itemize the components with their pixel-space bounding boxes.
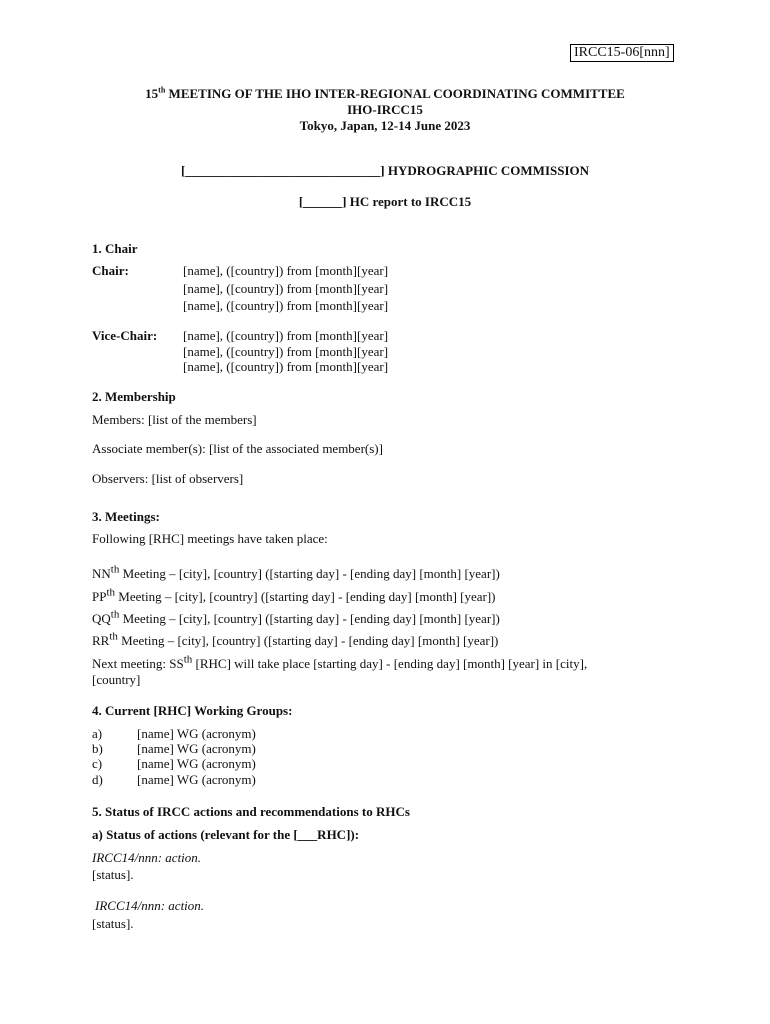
meetings-intro: Following [RHC] meetings have taken place: xyxy=(92,531,328,546)
action-status: [status]. xyxy=(92,867,134,882)
section-membership-heading: 2. Membership xyxy=(92,389,176,404)
document-reference: IRCC15-06[nnn] xyxy=(570,44,674,62)
chair-line: [name], ([country]) from [month][year] xyxy=(183,298,389,313)
next-meeting-line: Next meeting: $SS^{th}$ [RHC] will take place [starting day] - [ending day] [month] [year] in [city], xyxy=(92,653,588,671)
action-item: IRCC14/nnn: action. xyxy=(95,898,205,913)
section-chair-heading: 1. Chair xyxy=(92,241,138,256)
vice-chair-label: Vice-Chair: xyxy=(92,328,158,343)
wg-item: [name] WG (acronym) xyxy=(137,741,256,756)
meeting-code: IHO-IRCC15 xyxy=(347,102,423,117)
observers-line: Observers: [list of observers] xyxy=(92,471,244,486)
section-working-groups-heading: 4. Current [RHC] Working Groups: xyxy=(92,703,293,718)
meeting-item: $NN^{th}$ Meeting – [city], [country] ([starting day] - [ending day] [month] [year]) xyxy=(92,563,500,581)
vice-chair-line: [name], ([country]) from [month][year] xyxy=(183,344,389,359)
wg-letter: d) xyxy=(92,772,103,787)
wg-letter: a) xyxy=(92,726,103,741)
commission-title: [______________________________] HYDROGRAPHIC COMMISSION xyxy=(180,163,590,178)
wg-letter: b) xyxy=(92,741,103,756)
associates-line: Associate member(s): [list of the associated member(s)] xyxy=(92,441,383,456)
meeting-item: $QQ^{th}$ Meeting – [city], [country] ([starting day] - [ending day] [month] [year]) xyxy=(92,608,500,626)
next-meeting-line-2: [country] xyxy=(92,672,141,687)
chair-line: [name], ([country]) from [month][year] xyxy=(183,281,389,296)
wg-item: [name] WG (acronym) xyxy=(137,756,256,771)
meeting-item: $RR^{th}$ Meeting – [city], [country] ([starting day] - [ending day] [month] [year]) xyxy=(92,630,499,648)
members-line: Members: [list of the members] xyxy=(92,412,257,427)
section-status-heading: 5. Status of IRCC actions and recommendations to RHCs xyxy=(92,804,410,819)
vice-chair-line: [name], ([country]) from [month][year] xyxy=(183,328,389,343)
action-item: IRCC14/nnn: action. xyxy=(92,850,202,865)
status-subheading: a) Status of actions (relevant for the [___RHC]): xyxy=(92,827,360,842)
chair-label: Chair: xyxy=(92,263,129,278)
section-meetings-heading: 3. Meetings: xyxy=(92,509,160,524)
meeting-item: $PP^{th}$ Meeting – [city], [country] ([starting day] - [ending day] [month] [year]) xyxy=(92,586,496,604)
wg-item: [name] WG (acronym) xyxy=(137,726,256,741)
wg-item: [name] WG (acronym) xyxy=(137,772,256,787)
chair-line: [name], ([country]) from [month][year] xyxy=(183,263,389,278)
meeting-location: Tokyo, Japan, 12-14 June 2023 xyxy=(299,118,471,133)
meeting-title: 15th MEETING OF THE IHO INTER-REGIONAL COORDINATING COMMITTEE xyxy=(145,85,625,101)
action-status: [status]. xyxy=(92,916,134,931)
vice-chair-line: [name], ([country]) from [month][year] xyxy=(183,359,389,374)
wg-letter: c) xyxy=(92,756,103,771)
report-title: [______] HC report to IRCC15 xyxy=(298,194,472,209)
